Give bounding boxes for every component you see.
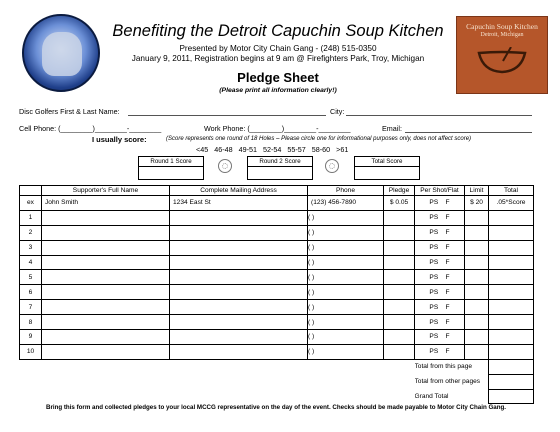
limit-cell[interactable]	[465, 225, 489, 240]
phone-cell[interactable]: ( )	[308, 255, 384, 270]
grand-total-cell[interactable]	[489, 389, 534, 404]
header-phone: Phone	[308, 186, 384, 196]
per-shot-flat-option: PS	[429, 229, 439, 237]
total-cell[interactable]	[489, 285, 534, 300]
pledge-cell[interactable]	[384, 270, 415, 285]
per-shot-flat-option: F	[445, 303, 450, 311]
work-phone-field[interactable]: Work Phone: (________)________-________	[204, 124, 351, 133]
per-shot-flat-option: PS	[429, 303, 439, 311]
pledge-cell[interactable]	[384, 255, 415, 270]
pledge-cell[interactable]	[384, 240, 415, 255]
table-row	[20, 270, 534, 285]
phone-cell[interactable]: ( )	[308, 300, 384, 315]
capuchin-soup-kitchen-logo	[456, 16, 548, 94]
table-row	[20, 240, 534, 255]
total-cell[interactable]	[489, 330, 534, 345]
header-name: Supporter's Full Name	[42, 186, 170, 196]
example-phone: (123) 456-7890	[308, 196, 384, 211]
name-cell[interactable]	[42, 255, 170, 270]
limit-cell[interactable]	[465, 285, 489, 300]
name-cell[interactable]	[42, 344, 170, 359]
address-cell[interactable]	[170, 315, 308, 330]
row-number: 6	[20, 285, 42, 300]
total-cell[interactable]	[489, 344, 534, 359]
score-range-option[interactable]: 52-54	[262, 145, 282, 154]
table-row	[20, 285, 534, 300]
limit-cell[interactable]	[465, 210, 489, 225]
pledge-cell[interactable]	[384, 315, 415, 330]
row-number: 4	[20, 255, 42, 270]
table-header-row	[20, 186, 534, 196]
city-field[interactable]	[346, 115, 532, 116]
logo-text-line2: Detroit, Michigan	[480, 32, 524, 38]
motor-city-chain-gang-logo	[22, 14, 100, 92]
round1-stamp-icon	[218, 159, 232, 173]
example-limit: $ 20	[465, 196, 489, 211]
per-shot-flat-cell[interactable]	[415, 270, 465, 285]
limit-cell[interactable]	[465, 300, 489, 315]
name-cell[interactable]	[42, 240, 170, 255]
example-pledge: $ 0.05	[384, 196, 415, 211]
phone-cell[interactable]: ( )	[308, 240, 384, 255]
limit-cell[interactable]	[465, 330, 489, 345]
header-num	[20, 186, 42, 196]
sheet-title: Pledge Sheet	[237, 70, 319, 85]
row-number: 5	[20, 270, 42, 285]
per-shot-flat-cell[interactable]	[415, 330, 465, 345]
footer-row-page-total	[20, 359, 534, 374]
footer-label: Total from this page	[414, 363, 473, 371]
name-field[interactable]	[128, 115, 326, 116]
per-shot-flat-option: PS	[429, 214, 439, 222]
name-cell[interactable]	[42, 210, 170, 225]
row-number: ex	[20, 196, 42, 211]
example-address: 1234 East St	[170, 196, 308, 211]
example-name: John Smith	[42, 196, 170, 211]
table-row	[20, 255, 534, 270]
total-cell[interactable]	[489, 315, 534, 330]
address-cell[interactable]	[170, 225, 308, 240]
footer-label: Grand Total	[414, 393, 449, 401]
per-shot-flat-option: PS	[429, 348, 439, 356]
score-ranges	[196, 145, 348, 154]
header-pledge: Pledge	[384, 186, 415, 196]
score-range-option[interactable]: <45	[196, 145, 209, 154]
header-limit: Limit	[465, 186, 489, 196]
limit-cell[interactable]	[465, 344, 489, 359]
example-row	[20, 196, 534, 211]
per-shot-flat-option: F	[445, 199, 450, 207]
address-cell[interactable]	[170, 285, 308, 300]
address-cell[interactable]	[170, 330, 308, 345]
pledge-cell[interactable]	[384, 300, 415, 315]
phone-cell[interactable]: ( )	[308, 225, 384, 240]
per-shot-flat-option: F	[445, 244, 450, 252]
per-shot-flat-option: PS	[429, 318, 439, 326]
city-label: City:	[330, 107, 345, 116]
pledge-cell[interactable]	[384, 225, 415, 240]
round2-stamp-icon	[325, 159, 339, 173]
phone-cell[interactable]: ( )	[308, 344, 384, 359]
row-number: 8	[20, 315, 42, 330]
round2-score-box[interactable]	[247, 156, 313, 180]
round1-score-label: Round 1 Score	[139, 157, 203, 167]
per-shot-flat-cell[interactable]	[415, 315, 465, 330]
phone-cell[interactable]: ( )	[308, 315, 384, 330]
per-shot-flat-cell[interactable]	[415, 225, 465, 240]
header-total: Total	[489, 186, 534, 196]
pledge-cell[interactable]	[384, 330, 415, 345]
per-shot-flat-cell[interactable]	[415, 210, 465, 225]
per-shot-flat-option: F	[445, 348, 450, 356]
per-shot-flat-cell[interactable]	[415, 300, 465, 315]
presented-by: Presented by Motor City Chain Gang - (248) 515-0350	[179, 44, 377, 53]
per-shot-flat-option: F	[445, 273, 450, 281]
score-range-option[interactable]: 58-60	[311, 145, 331, 154]
limit-cell[interactable]	[465, 255, 489, 270]
example-total: .05*Score	[489, 196, 534, 211]
name-label: Disc Golfers First & Last Name:	[19, 107, 120, 116]
per-shot-flat-cell[interactable]	[415, 240, 465, 255]
per-shot-flat-cell[interactable]	[415, 344, 465, 359]
address-cell[interactable]	[170, 300, 308, 315]
footer-row-other-pages	[20, 374, 534, 389]
name-cell[interactable]	[42, 285, 170, 300]
footer-row-grand-total	[20, 389, 534, 404]
table-row	[20, 330, 534, 345]
address-cell[interactable]	[170, 255, 308, 270]
total-cell[interactable]	[489, 210, 534, 225]
event-info: January 9, 2011, Registration begins at 9 am @ Firefighters Park, Troy, Michigan	[131, 54, 425, 63]
table-row	[20, 315, 534, 330]
total-cell[interactable]	[489, 255, 534, 270]
row-number: 3	[20, 240, 42, 255]
name-cell[interactable]	[42, 300, 170, 315]
address-cell[interactable]	[170, 210, 308, 225]
row-number: 1	[20, 210, 42, 225]
table-row	[20, 210, 534, 225]
per-shot-flat-option: F	[445, 259, 450, 266]
name-cell[interactable]	[42, 315, 170, 330]
phone-cell[interactable]: ( )	[308, 210, 384, 225]
per-shot-flat-cell[interactable]	[415, 255, 465, 270]
row-number: 9	[20, 330, 42, 345]
row-number: 10	[20, 344, 42, 359]
per-shot-flat-option: PS	[429, 199, 439, 207]
pledge-cell[interactable]	[384, 210, 415, 225]
total-cell[interactable]	[489, 240, 534, 255]
other-pages-total-cell[interactable]	[489, 374, 534, 389]
cell-phone-field[interactable]: Cell Phone: (________)________-________	[19, 124, 162, 133]
limit-cell[interactable]	[465, 240, 489, 255]
round2-score-label: Round 2 Score	[248, 157, 312, 167]
total-score-box[interactable]	[354, 156, 420, 180]
per-shot-flat-cell[interactable]	[415, 285, 465, 300]
table-row	[20, 300, 534, 315]
score-range-option[interactable]: 49-51	[238, 145, 257, 154]
round1-score-box[interactable]	[138, 156, 204, 180]
address-cell[interactable]	[170, 344, 308, 359]
header-per-shot-flat: Per Shot/Flat	[415, 186, 465, 196]
per-shot-flat-option: PS	[429, 273, 439, 281]
per-shot-flat-option: F	[445, 318, 450, 326]
per-shot-flat-option: F	[445, 229, 450, 237]
total-cell[interactable]	[489, 225, 534, 240]
email-field[interactable]	[405, 132, 532, 133]
logo-text-line1: Capuchin Soup Kitchen	[466, 22, 538, 31]
per-shot-flat-option: PS	[429, 244, 439, 252]
phone-cell[interactable]: ( )	[308, 330, 384, 345]
name-cell[interactable]	[42, 270, 170, 285]
page-total-cell[interactable]	[489, 359, 534, 374]
page-title: Benefiting the Detroit Capuchin Soup Kitchen	[112, 22, 444, 40]
per-shot-flat-option: PS	[429, 288, 439, 296]
name-cell[interactable]	[42, 225, 170, 240]
row-number: 2	[20, 225, 42, 240]
score-range-option[interactable]: >61	[336, 145, 349, 154]
pledge-cell[interactable]	[384, 285, 415, 300]
print-instruction: (Please print all information clearly!)	[219, 87, 337, 94]
total-cell[interactable]	[489, 300, 534, 315]
address-cell[interactable]	[170, 270, 308, 285]
per-shot-flat-option: F	[445, 214, 450, 222]
bottom-note: Bring this form and collected pledges to your local MCCG representative on the day of the event. Checks should be made payable to Motor City Chain Gang.	[45, 404, 507, 411]
total-score-label: Total Score	[355, 157, 419, 167]
table-row	[20, 225, 534, 240]
phone-cell[interactable]: ( )	[308, 285, 384, 300]
limit-cell[interactable]	[465, 315, 489, 330]
footer-label: Total from other pages	[414, 378, 481, 386]
per-shot-flat-option: PS	[429, 259, 439, 266]
table-row	[20, 344, 534, 359]
pledge-table	[19, 185, 534, 404]
score-range-option[interactable]: 55-57	[287, 145, 306, 154]
phone-cell[interactable]: ( )	[308, 270, 384, 285]
email-label: Email:	[382, 124, 402, 133]
per-shot-flat-option: F	[445, 333, 450, 341]
example-per-shot-flat	[415, 196, 465, 211]
name-cell[interactable]	[42, 330, 170, 345]
usual-score-label: I usually score:	[92, 135, 147, 144]
score-note: (Score represents one round of 18 Holes – Please circle one for informational purposes only, does not affect score)	[166, 136, 472, 142]
address-cell[interactable]	[170, 240, 308, 255]
per-shot-flat-option: F	[445, 288, 450, 296]
total-cell[interactable]	[489, 270, 534, 285]
limit-cell[interactable]	[465, 270, 489, 285]
score-range-option[interactable]: 46-48	[214, 145, 233, 154]
soup-bowl-icon	[477, 47, 527, 75]
pledge-cell[interactable]	[384, 344, 415, 359]
per-shot-flat-option: PS	[429, 333, 439, 341]
row-number: 7	[20, 300, 42, 315]
header-address: Complete Mailing Address	[170, 186, 308, 196]
